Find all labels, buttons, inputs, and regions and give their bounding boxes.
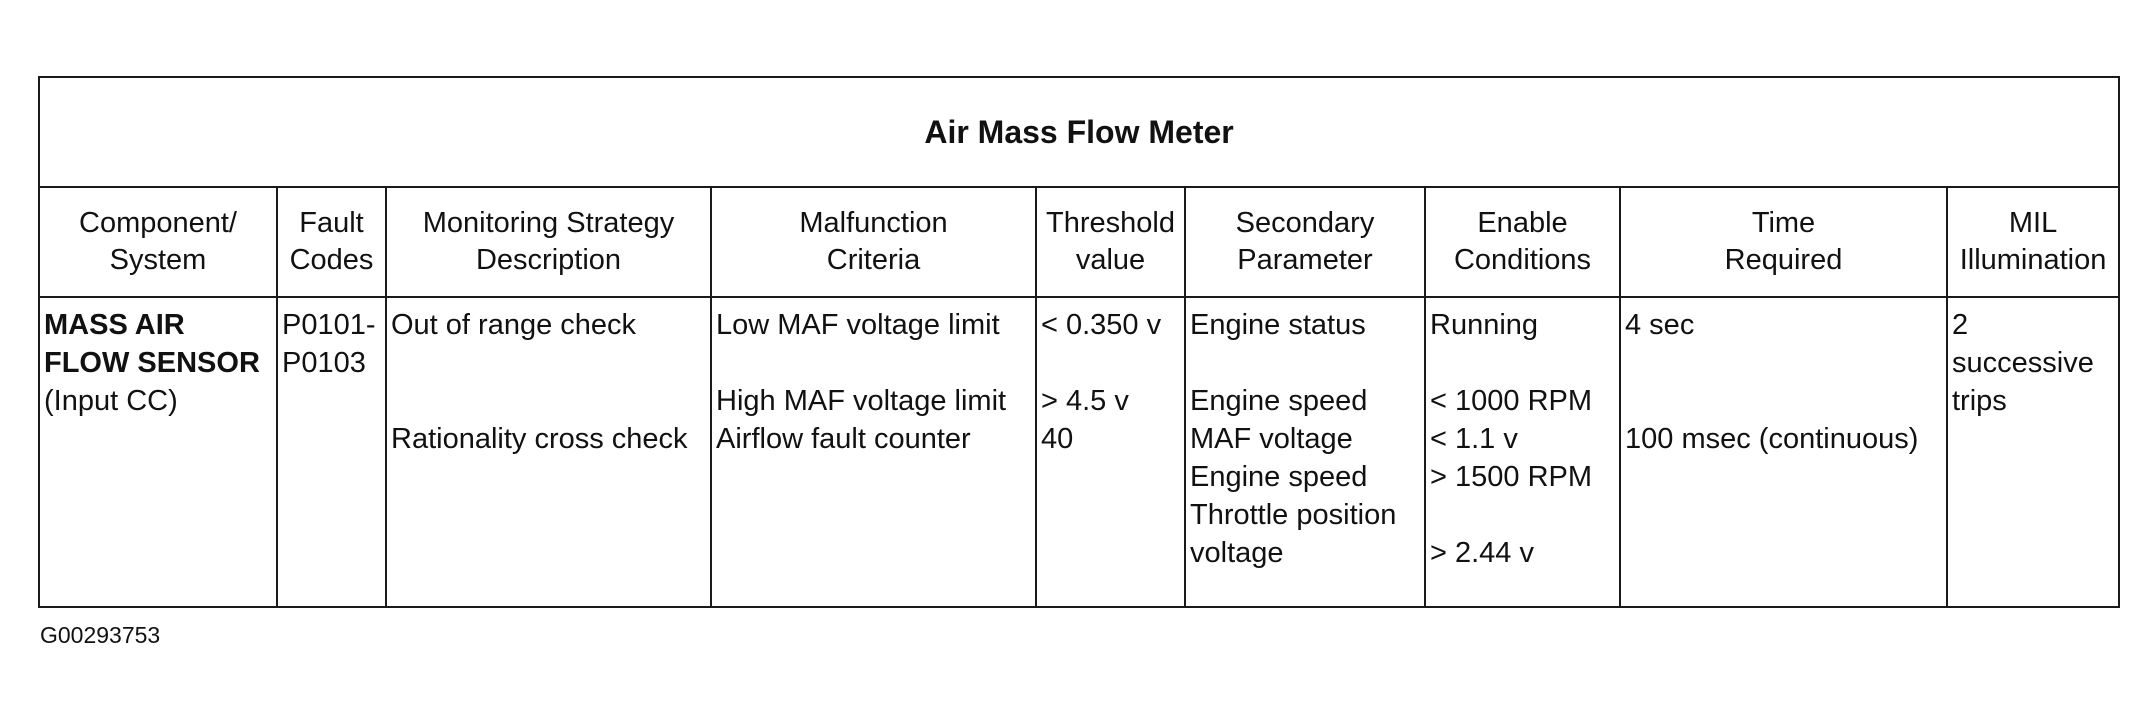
secondary-throttle-position: Throttle position — [1190, 499, 1397, 531]
header-enable-conditions: Enable Conditions — [1425, 187, 1620, 297]
figure-code: G00293753 — [40, 622, 161, 648]
threshold-counter: 40 — [1041, 423, 1074, 455]
time-range-check: 4 sec — [1625, 309, 1695, 341]
cell-fault-codes — [277, 297, 386, 607]
malfunction-fault-counter: Airflow fault counter — [716, 423, 971, 455]
table-title: Air Mass Flow Meter — [39, 77, 2119, 187]
header-monitoring-strategy: Monitoring Strategy Description — [386, 187, 711, 297]
secondary-engine-speed: Engine speed — [1190, 385, 1368, 417]
mil-successive: successive — [1952, 347, 2094, 379]
secondary-engine-status: Engine status — [1190, 309, 1366, 341]
header-row — [39, 187, 2119, 297]
time-rationality-check: 100 msec (continuous) — [1625, 423, 1919, 455]
header-mil-illumination: MIL Illumination — [1947, 187, 2119, 297]
table-row — [39, 297, 2119, 607]
component-name-line1: MASS AIR — [44, 309, 185, 341]
header-malfunction-criteria: Malfunction Criteria — [711, 187, 1036, 297]
cell-malfunction — [711, 297, 1036, 607]
secondary-throttle-voltage: voltage — [1190, 537, 1284, 569]
component-name-line2: FLOW SENSOR — [44, 347, 260, 379]
cell-secondary — [1185, 297, 1425, 607]
header-time-required: Time Required — [1620, 187, 1947, 297]
strategy-rationality-check: Rationality cross check — [391, 423, 688, 455]
enable-throttle-voltage: > 2.44 v — [1430, 537, 1534, 569]
fault-code-start: P0101- — [282, 309, 376, 341]
mil-trips: trips — [1952, 385, 2007, 417]
enable-rpm-high: > 1500 RPM — [1430, 461, 1593, 493]
cell-enable — [1425, 297, 1620, 607]
enable-running: Running — [1430, 309, 1539, 341]
fault-code-end: P0103 — [282, 347, 366, 379]
enable-rpm-low: < 1000 RPM — [1430, 385, 1593, 417]
header-threshold: Threshold value — [1036, 187, 1185, 297]
title-row — [39, 77, 2119, 187]
cell-time — [1620, 297, 1947, 607]
monitor-table — [38, 76, 2120, 608]
threshold-high: > 4.5 v — [1041, 385, 1129, 417]
secondary-maf-voltage: MAF voltage — [1190, 423, 1353, 455]
malfunction-low-limit: Low MAF voltage limit — [716, 309, 1000, 341]
cell-component — [39, 297, 277, 607]
header-fault-codes: Fault Codes — [277, 187, 386, 297]
header-secondary-parameter: Secondary Parameter — [1185, 187, 1425, 297]
enable-maf-voltage: < 1.1 v — [1430, 423, 1518, 455]
cell-mil — [1947, 297, 2119, 607]
malfunction-high-limit: High MAF voltage limit — [716, 385, 1007, 417]
component-input: (Input CC) — [44, 385, 178, 417]
cell-strategy — [386, 297, 711, 607]
secondary-engine-speed-2: Engine speed — [1190, 461, 1368, 493]
cell-threshold — [1036, 297, 1185, 607]
mil-count: 2 — [1952, 309, 1969, 341]
strategy-range-check: Out of range check — [391, 309, 637, 341]
header-component: Component/ System — [39, 187, 277, 297]
threshold-low: < 0.350 v — [1041, 309, 1162, 341]
